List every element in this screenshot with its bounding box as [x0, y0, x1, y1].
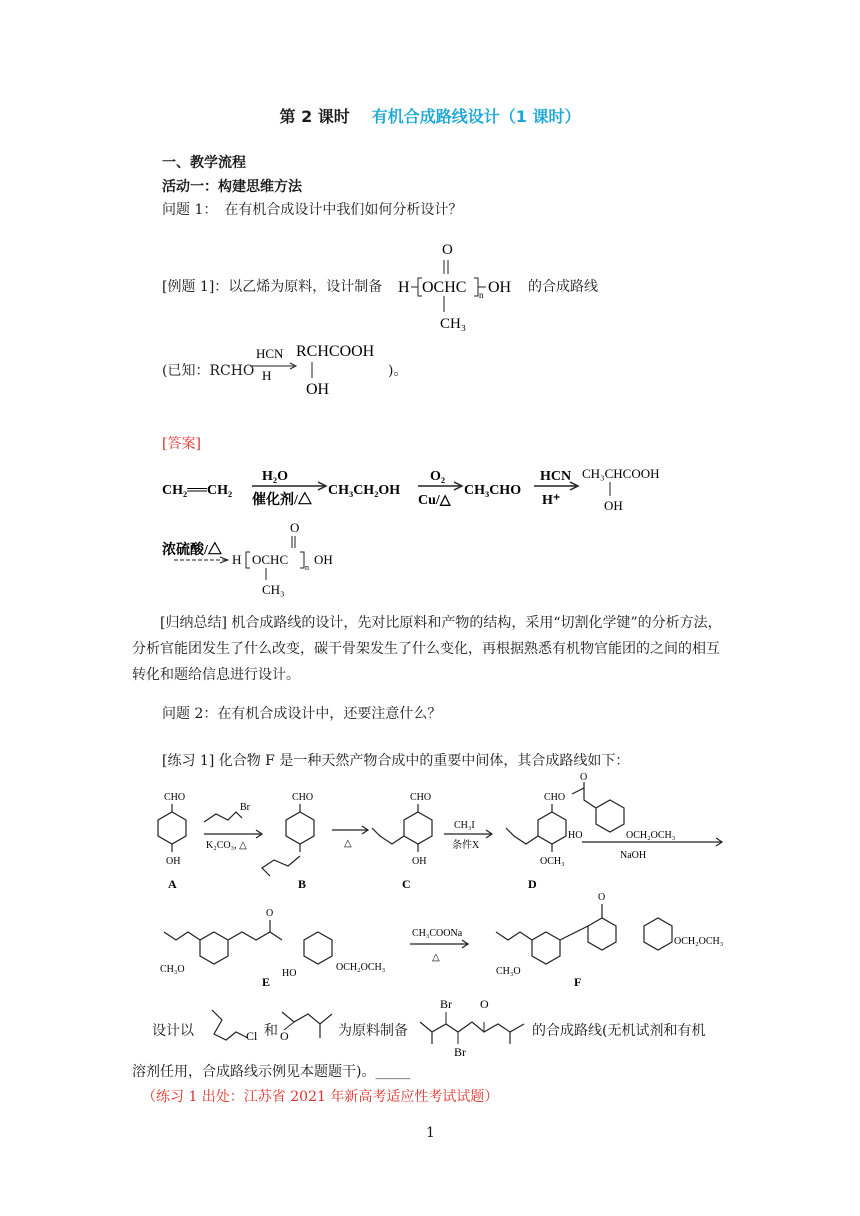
step3-reagent: HCN [540, 469, 572, 484]
source-note: （练习 1 出处：江苏省 2021 年新高考适应性考试试题） [142, 1089, 499, 1105]
ketone-o: O [580, 772, 588, 783]
reagent-ch3i: CH₃I [454, 820, 475, 831]
label-c: C [402, 877, 411, 891]
step4-condition: 浓硫酸/△ [162, 543, 222, 558]
allyl-br: Br [240, 802, 250, 813]
example-1-suffix: 的合成路线 [528, 279, 598, 295]
answer-polymer-ch3: CH₃ [262, 582, 285, 597]
lesson-number: 第 2 课时 [279, 107, 350, 126]
reagent-ch3coona: CH₃COONa [412, 928, 463, 939]
e-o: O [266, 908, 274, 919]
c-cho: CHO [410, 792, 432, 803]
reagent-naoh: NaOH [620, 850, 647, 861]
d-cho: CHO [544, 792, 566, 803]
known-product-oh: OH [306, 381, 330, 398]
acetaldehyde: CH₃CHO [464, 483, 522, 498]
step2-reagent: O₂ [430, 469, 446, 484]
reagent-heat: △ [344, 838, 352, 849]
practice-1: [练习 1] 化合物 F 是一种天然产物合成中的重要中间体，其合成路线如下： [162, 753, 630, 769]
example-1-prefix: [例题 1]：以乙烯为原料，设计制备 [162, 279, 383, 295]
lactic-oh: OH [604, 498, 623, 513]
design-and: 和 [264, 1023, 278, 1039]
synthesis-scheme [132, 772, 732, 1000]
polylactic-structure [398, 236, 528, 336]
page-number: 1 [426, 1125, 435, 1141]
a-oh: OH [166, 856, 181, 867]
design-line2: 溶剂任用，合成路线示例见本题题干)。_____ [132, 1064, 411, 1080]
summary-paragraph: [归纳总结] 机合成路线的设计，先对比原料和产物的结构，采用“切割化学键”的分析方法，分析官能团发生了什么改变，碳干骨架发生了什么变化，再根据熟悉有机物官能团的之间的相互转化和题给信息进行设计。 [132, 615, 722, 683]
answer-polymer-o: O [290, 520, 300, 535]
known-suffix: )。 [388, 363, 408, 379]
target-br-bottom: Br [454, 1045, 466, 1059]
reagent-k2co3: K₂CO₃, △ [206, 840, 247, 851]
lesson-topic: 有机合成路线设计（1 课时） [371, 107, 581, 126]
design-p2: 为原料制备 [338, 1023, 408, 1039]
polymer-unit: OCHC [422, 279, 467, 296]
ketone-ho: HO [568, 830, 583, 841]
design-p1: 设计以 [152, 1023, 194, 1039]
section-heading: 一、教学流程 [162, 155, 246, 171]
b-cho: CHO [292, 792, 314, 803]
reagent-condition-x: 条件X [452, 840, 480, 851]
f-ch3o: CH₃O [496, 966, 521, 977]
step1-condition: 催化剂/△ [252, 493, 312, 508]
activity-heading: 活动一：构建思维方法 [162, 179, 302, 195]
label-f: F [574, 975, 582, 989]
question-2: 问题 2：在有机合成设计中，还要注意什么？ [162, 706, 442, 722]
polymer-oh: OH [488, 279, 512, 296]
e-och2och3: OCH₂OCH₃ [336, 962, 386, 973]
answer-label: [答案] [162, 436, 201, 452]
known-reaction [250, 340, 400, 402]
answer-route [160, 462, 690, 518]
page-title [0, 104, 860, 127]
step2-condition: Cu/△ [418, 493, 451, 508]
answer-polymer-n: n [305, 563, 309, 572]
e-ho: HO [282, 968, 297, 979]
known-prefix: (已知：RCHO [162, 363, 255, 379]
f-o: O [598, 892, 606, 903]
design-p3: 的合成路线(无机试剂和有机 [532, 1023, 706, 1039]
step3-condition: H⁺ [542, 493, 561, 508]
reagent-heat-2: △ [432, 952, 440, 963]
polymer-n: n [479, 290, 484, 300]
step1-reagent: H₂O [262, 469, 288, 484]
reagent-h: H [262, 368, 272, 383]
chloride-cl: Cl [246, 1029, 258, 1043]
label-b: B [298, 877, 307, 891]
reagent-hcn: HCN [256, 346, 284, 361]
f-och2och3: OCH₂OCH₃ [674, 936, 724, 947]
label-e: E [262, 975, 271, 989]
question-1: 问题 1： 在有机合成设计中我们如何分析设计？ [162, 202, 463, 218]
a-cho: CHO [164, 792, 186, 803]
target-structure [418, 994, 530, 1060]
label-a: A [168, 877, 177, 891]
polymer-h: H [398, 279, 410, 296]
answer-polymer-oh: OH [314, 552, 333, 567]
e-ch3o: CH₃O [160, 964, 185, 975]
alkyl-chloride-structure [208, 1006, 264, 1046]
c-oh: OH [412, 856, 427, 867]
target-o: O [480, 997, 489, 1011]
ketone-och2och3: OCH₂OCH₃ [626, 830, 676, 841]
lactic-acid: CH₃CHCOOH [582, 466, 660, 481]
ethanol: CH₃CH₂OH [328, 483, 401, 498]
ketone-o-label: O [280, 1029, 289, 1043]
d-och3: OCH₃ [540, 856, 565, 867]
ethylene: CH₂══CH₂ [162, 483, 233, 498]
ketone-structure [278, 1004, 338, 1044]
label-d: D [528, 877, 537, 891]
answer-polymer-h: H [232, 552, 242, 567]
answer-route-step4 [160, 520, 380, 600]
answer-polymer-unit: OCHC [252, 552, 289, 567]
polymer-ch3: CH₃ [440, 316, 467, 332]
known-product: RCHCOOH [296, 343, 375, 360]
carbonyl-o: O [442, 242, 453, 258]
target-br-top: Br [440, 997, 452, 1011]
